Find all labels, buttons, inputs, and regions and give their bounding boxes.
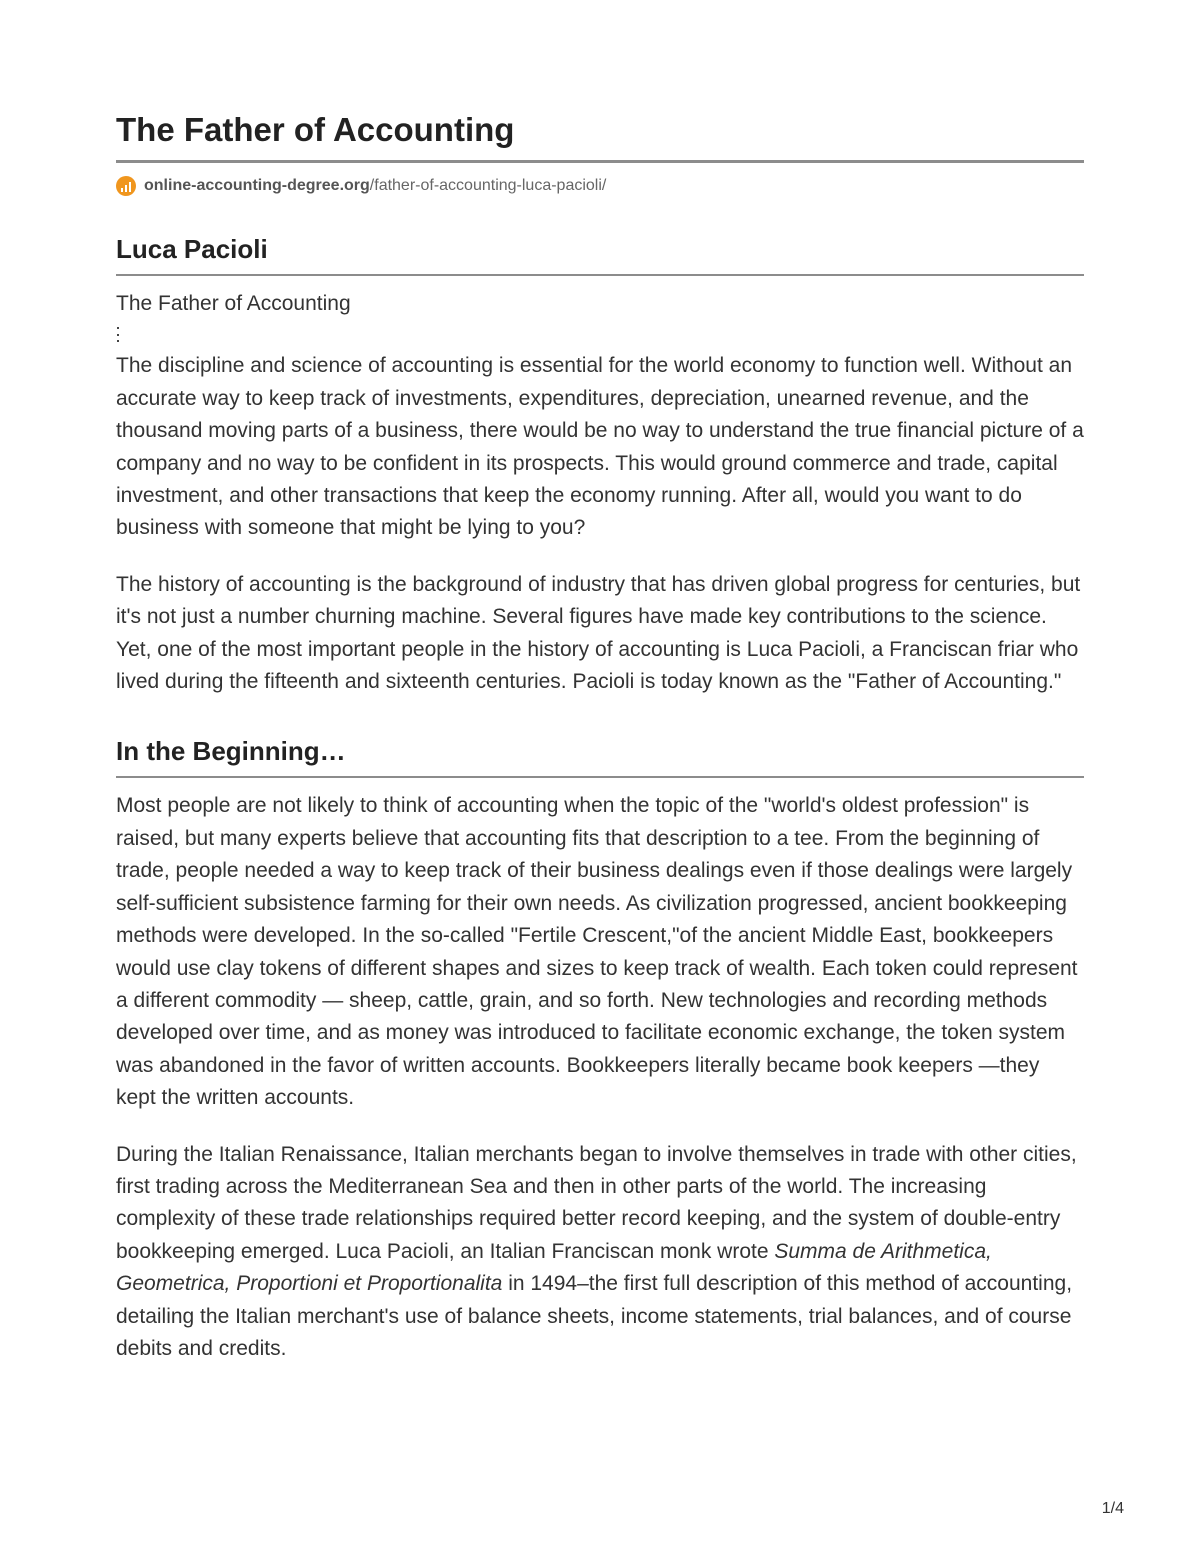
paragraph-renaissance: [116, 1139, 1084, 1366]
paragraph-history: The history of accounting is the background of industry that has driven global progress for centuries, but it's not just a number churning machine. Several figures have made key contributions to the science. Yet, one of the most important people in the history of accounting is Luca Pacioli, a Franciscan friar who lived during the fifteenth and sixteenth centuries. Pacioli is today known as the "Father of Accounting.": [116, 572, 1081, 694]
source-domain[interactable]: online-accounting-degree.org: [144, 177, 370, 194]
source-path[interactable]: /father-of-accounting-luca-pacioli/: [369, 177, 607, 194]
paragraph-text: During the Italian Renaissance, Italian merchants began to involve themselves in trade with other cities, first trading across the Mediterranean Sea and then in other parts of the world. The increasing complexity of these trade relationships required better record keeping, and the system of double-entry bookkeeping emerged. Luca Pacioli, an Italian Franciscan monk wrote: [116, 1142, 1077, 1263]
page-title: The Father of Accounting: [116, 111, 515, 148]
paragraph-text: in 1494–the first full description of this method of accounting, detailing the Italian merchant's use of balance sheets, income statements, trial balances, and of course debits and credits.: [116, 1272, 1073, 1360]
section-subtitle: The Father of Accounting: [116, 292, 351, 315]
section-divider: [116, 776, 1084, 778]
section-heading-beginning: In the Beginning…: [116, 736, 346, 767]
source-link[interactable]: [116, 172, 1084, 200]
title-divider: [116, 160, 1084, 163]
paragraph-oldest-profession: Most people are not likely to think of accounting when the topic of the "world's oldest profession" is raised, but many experts believe that accounting fits that description to a tee. From the beginning of trade, people needed a way to keep track of their business dealings even if those dealings were largely self-sufficient subsistence farming for their own needs. As civilization progressed, ancient bookkeeping methods were developed. In the so-called "Fertile Crescent,"of the ancient Middle East, bookkeepers would use clay tokens of different shapes and sizes to keep track of wealth. Each token could represent a different commodity — sheep, cattle, grain, and so forth. New technologies and recording methods developed over time, and as money was introduced to facilitate economic exchange, the token system was abandoned in the favor of written accounts. Bookkeepers literally became book keepers —they kept the written accounts.: [116, 794, 1078, 1110]
article: [116, 108, 1084, 1365]
paragraph-intro: The discipline and science of accounting is essential for the world economy to function well. Without an accurate way to keep track of investments, expenditures, depreciation, unearned revenue, and the thousand moving parts of a business, there would be no way to understand the true financial picture of a company and no way to be confident in its prospects. This would ground commerce and trade, capital investment, and other transactions that keep the economy running. After all, would you want to do business with someone that might be lying to you?: [116, 354, 1084, 540]
dotted-separator: [116, 320, 1084, 350]
chart-logo-icon: [116, 176, 136, 196]
page-number: 1/4: [1101, 1500, 1124, 1517]
section-heading-luca-pacioli: Luca Pacioli: [116, 234, 268, 264]
section-divider: [116, 274, 1084, 276]
book-title: Summa de Arithmetica, Geometrica, Proportioni et Proportionalita: [116, 1239, 992, 1296]
